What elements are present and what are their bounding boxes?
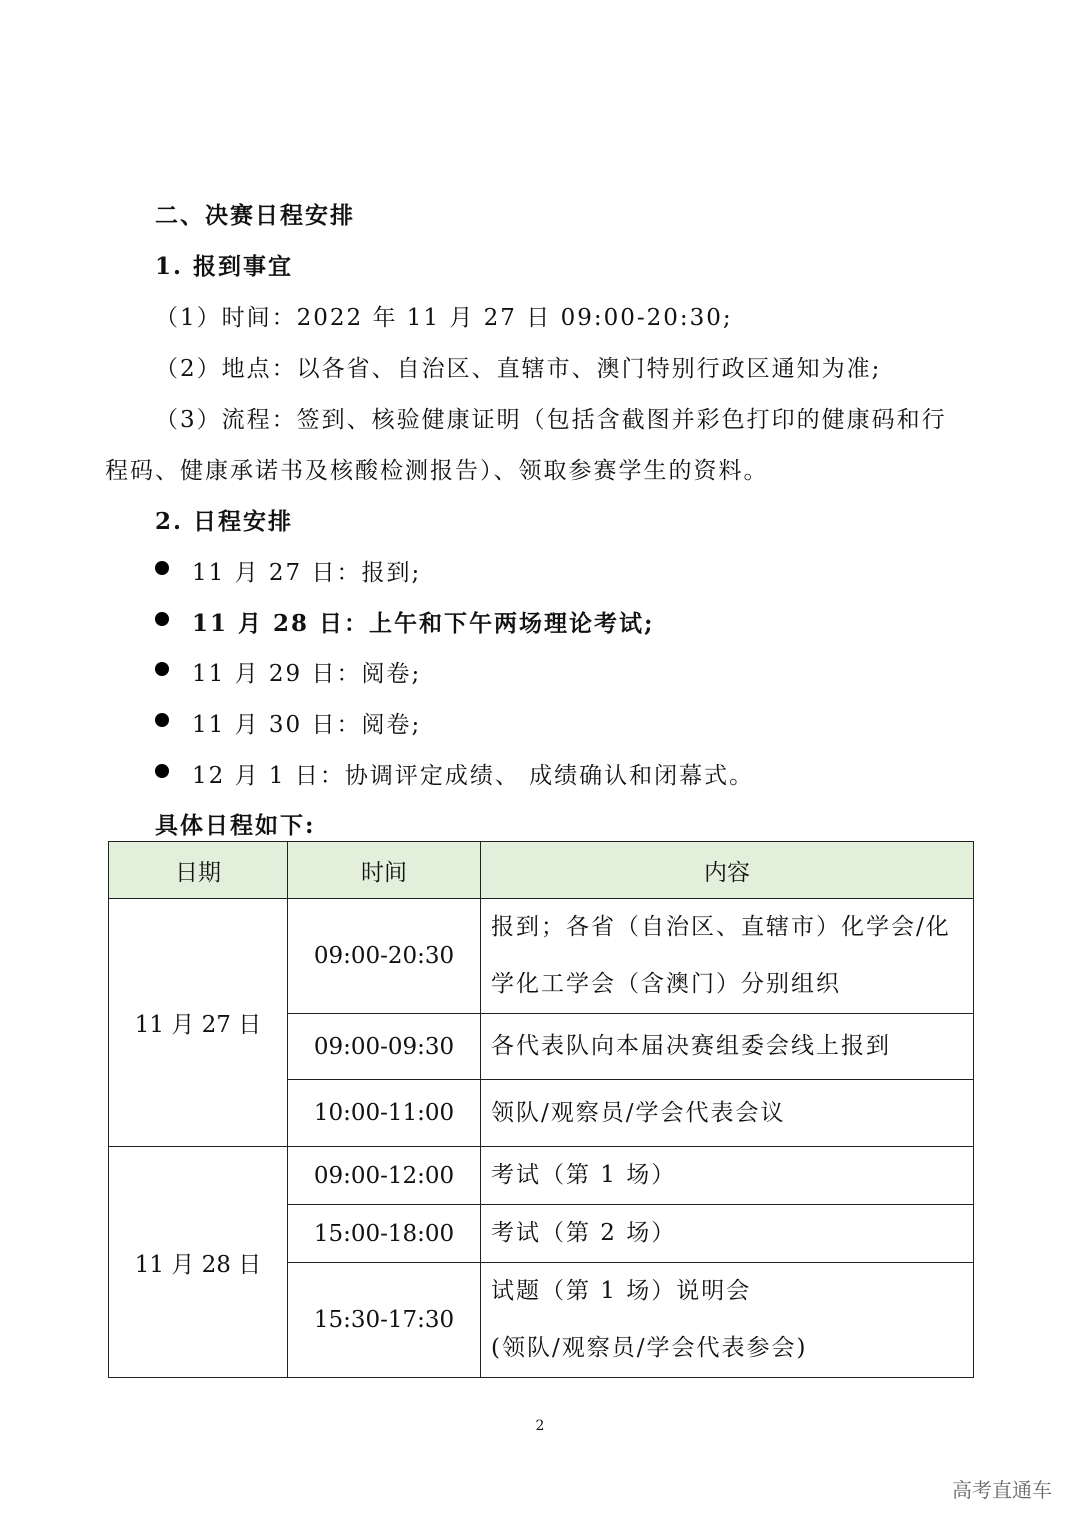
schedule-table: [108, 841, 974, 1378]
content-cell: 领队/观察员/学会代表会议: [481, 1080, 974, 1147]
time-cell: 09:00-20:30: [288, 899, 481, 1014]
section-title: 二、决赛日程安排: [155, 203, 355, 229]
paragraph: （2）地点：以各省、自治区、直辖市、澳门特别行政区通知为准;: [155, 356, 882, 382]
paragraph: （3）流程：签到、核验健康证明（包括含截图并彩色打印的健康码和行: [155, 407, 947, 433]
date-cell: 11 月 28 日: [109, 1147, 288, 1378]
content-cell: 各代表队向本届决赛组委会线上报到: [481, 1014, 974, 1080]
content-cell: [481, 899, 974, 1014]
table-row: [109, 1147, 974, 1205]
list-item: 11 月 27 日：报到;: [192, 560, 422, 586]
bullet-icon: [155, 561, 169, 575]
list-item: 11 月 28 日：上午和下午两场理论考试;: [192, 610, 655, 637]
list-item: 11 月 29 日：阅卷;: [192, 661, 422, 687]
list-item: 12 月 1 日：协调评定成绩、 成绩确认和闭幕式。: [192, 763, 755, 789]
bullet-icon: [155, 662, 169, 676]
header-time: 时间: [288, 842, 481, 899]
bullet-icon: [155, 713, 169, 727]
content-line: 报到；各省（自治区、直辖市）化学会/化: [491, 914, 951, 940]
paragraph: 程码、健康承诺书及核酸检测报告）、领取参赛学生的资料。: [105, 458, 769, 484]
time-cell: 15:00-18:00: [288, 1205, 481, 1263]
table-row: [109, 899, 974, 1014]
header-content: 内容: [481, 842, 974, 899]
schedule-intro: 具体日程如下:: [155, 812, 316, 839]
time-cell: 15:30-17:30: [288, 1263, 481, 1378]
subsection-title: 1. 报到事宜: [155, 253, 294, 280]
content-line: 试题（第 1 场）说明会: [491, 1278, 752, 1304]
page-number: 2: [535, 1418, 545, 1434]
bullet-icon: [155, 612, 169, 626]
time-cell: 09:00-09:30: [288, 1014, 481, 1080]
paragraph: （1）时间：2022 年 11 月 27 日 09:00-20:30;: [155, 305, 733, 331]
watermark: 高考直通车: [952, 1478, 1052, 1502]
list-item: 11 月 30 日：阅卷;: [192, 712, 422, 738]
content-line: 学化工学会（含澳门）分别组织: [491, 971, 841, 997]
content-cell: 考试（第 1 场）: [481, 1147, 974, 1205]
content-cell: [481, 1263, 974, 1378]
date-cell: 11 月 27 日: [109, 899, 288, 1147]
content-line: (领队/观察员/学会代表参会): [491, 1335, 808, 1361]
content-cell: 考试（第 2 场）: [481, 1205, 974, 1263]
time-cell: 09:00-12:00: [288, 1147, 481, 1205]
bullet-icon: [155, 764, 169, 778]
time-cell: 10:00-11:00: [288, 1080, 481, 1147]
header-date: 日期: [109, 842, 288, 899]
table-header-row: [109, 842, 974, 899]
subsection-title: 2. 日程安排: [155, 508, 294, 535]
